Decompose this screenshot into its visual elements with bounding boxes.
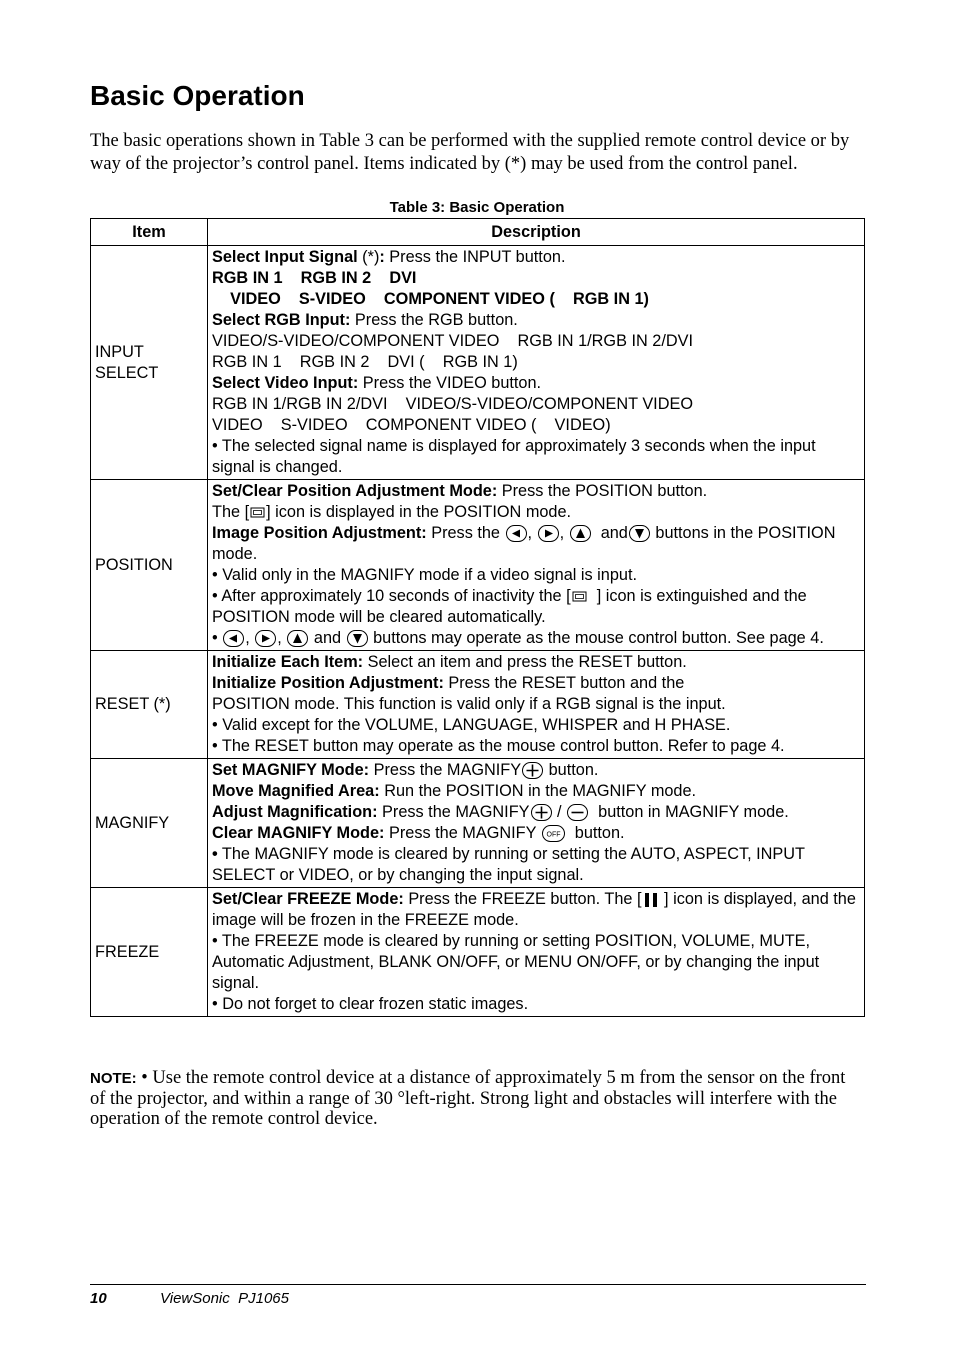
footer-product-name: ViewSonic PJ1065 <box>160 1290 289 1307</box>
description-line <box>212 247 860 268</box>
intro-paragraph: The basic operations shown in Table 3 can be performed with the supplied remote control device or by way of the projector’s control panel. Items indicated by (*) may be used from the control panel. <box>90 131 850 174</box>
down-arrow-icon <box>629 525 650 542</box>
description-column-header: Description <box>208 219 865 246</box>
item-cell: FREEZE <box>91 888 208 1017</box>
bold-label: Select RGB Input: <box>212 311 351 329</box>
description-text: , <box>559 524 569 542</box>
table-row <box>91 651 865 759</box>
description-cell <box>208 246 865 480</box>
note-paragraph <box>90 1068 865 1129</box>
description-cell <box>208 888 865 1017</box>
description-line <box>212 310 860 331</box>
description-line <box>212 289 860 310</box>
description-text: • <box>212 629 223 647</box>
bold-label: Initialize Position Adjustment: <box>212 674 444 692</box>
bold-label: Select Video Input: <box>212 374 359 392</box>
description-line <box>212 565 860 586</box>
item-column-header: Item <box>91 219 208 246</box>
bold-label: : <box>379 248 385 266</box>
description-line <box>212 481 860 502</box>
description-line <box>212 352 860 373</box>
item-cell: POSITION <box>91 480 208 651</box>
bold-label: RGB IN 1 RGB IN 2 DVI <box>212 269 417 287</box>
description-text: • Valid except for the VOLUME, LANGUAGE, WHISPER and H PHASE. <box>212 716 731 734</box>
description-text: Select an item and press the RESET button. <box>363 653 687 671</box>
description-text: buttons in the POSITION mode. <box>212 524 840 563</box>
description-text: • Do not forget to clear frozen static images. <box>212 995 529 1013</box>
description-text: , <box>245 629 255 647</box>
magnify-minus-icon <box>567 804 588 821</box>
description-text: Press the MAGNIFY <box>384 824 541 842</box>
bold-label: • <box>212 845 218 863</box>
down-arrow-icon <box>347 630 368 647</box>
description-text: (*) <box>357 248 380 266</box>
description-text: Press the MAGNIFY <box>377 803 530 821</box>
description-text: and <box>591 524 628 542</box>
description-text: Press the VIDEO button. <box>358 374 542 392</box>
description-text: RGB IN 1 RGB IN 2 DVI ( RGB IN 1) <box>212 353 518 371</box>
page-title: Basic Operation <box>90 80 305 111</box>
description-line <box>212 373 860 394</box>
description-text: • The FREEZE mode is cleared by running or setting POSITION, VOLUME, MUTE, Automatic Adjustment, BLANK ON/OFF, or MENU ON/OFF, or by changing the input signal. <box>212 932 824 992</box>
description-text: VIDEO/S-VIDEO/COMPONENT VIDEO RGB IN 1/RGB IN 2/DVI <box>212 332 693 350</box>
bold-label: Select Input Signal <box>212 248 358 266</box>
description-text: , <box>527 524 537 542</box>
table-row <box>91 888 865 1017</box>
description-line <box>212 760 860 781</box>
description-line <box>212 331 860 352</box>
bold-label: Adjust Magnification: <box>212 803 378 821</box>
description-text: / <box>552 803 567 821</box>
item-cell: RESET (*) <box>91 651 208 759</box>
description-text: The [ <box>212 503 250 521</box>
table-row <box>91 759 865 888</box>
bold-label: Set/Clear Position Adjustment Mode: <box>212 482 498 500</box>
left-arrow-icon <box>506 525 527 542</box>
footer-divider <box>90 1284 866 1285</box>
description-line <box>212 844 860 886</box>
magnify-plus-icon <box>522 762 543 779</box>
right-arrow-icon <box>255 630 276 647</box>
description-text: , <box>277 629 287 647</box>
position-icon <box>572 590 587 603</box>
table-header-row <box>91 219 865 246</box>
table-caption: Table 3: Basic Operation <box>389 199 565 216</box>
right-arrow-icon <box>538 525 559 542</box>
note-text: • Use the remote control device at a distance of approximately 5 m from the sensor on the front of the projector, and within a range of 30 °left-right. Strong light and obstacles will interfere with the operation of the remote control device. <box>90 1068 846 1129</box>
description-line <box>212 673 860 694</box>
bold-label: Image Position Adjustment: <box>212 524 427 542</box>
bold-label: Clear MAGNIFY Mode: <box>212 824 385 842</box>
description-line <box>212 694 860 715</box>
description-text: buttons may operate as the mouse control button. See page 4. <box>368 629 824 647</box>
description-text: ] icon is extinguished and the POSITION mode will be cleared automatically. <box>212 587 812 626</box>
description-cell <box>208 759 865 888</box>
description-line <box>212 586 860 628</box>
description-text: • The RESET button may operate as the mouse control button. Refer to page 4. <box>212 737 785 755</box>
description-line <box>212 502 860 523</box>
up-arrow-icon <box>287 630 308 647</box>
page-number: 10 <box>90 1290 107 1307</box>
description-line <box>212 436 860 478</box>
item-cell: INPUT SELECT <box>91 246 208 480</box>
description-cell <box>208 480 865 651</box>
description-line <box>212 994 860 1015</box>
description-line <box>212 394 860 415</box>
description-text: • Valid only in the MAGNIFY mode if a video signal is input. <box>212 566 637 584</box>
description-text: Press the <box>426 524 505 542</box>
description-cell <box>208 651 865 759</box>
description-text: Press the RESET button and the <box>443 674 685 692</box>
description-text: • The selected signal name is displayed for approximately 3 seconds when the input signal is changed. <box>212 437 821 476</box>
description-line <box>212 523 860 565</box>
description-text: POSITION mode. This function is valid only if a RGB signal is the input. <box>212 695 726 713</box>
description-text: ] icon is displayed in the POSITION mode. <box>266 503 572 521</box>
description-line <box>212 931 860 994</box>
description-line <box>212 715 860 736</box>
table-row <box>91 480 865 651</box>
description-text: The MAGNIFY mode is cleared by running or setting the AUTO, ASPECT, INPUT SELECT or VIDEO, or by changing the input signal. <box>212 845 810 884</box>
left-arrow-icon <box>223 630 244 647</box>
description-text: Press the MAGNIFY <box>369 761 522 779</box>
bold-label: Set/Clear FREEZE Mode: <box>212 890 404 908</box>
description-text: and <box>309 629 346 647</box>
magnify-off-icon <box>542 825 565 842</box>
table-row <box>91 246 865 480</box>
note-label: NOTE: <box>90 1070 137 1087</box>
description-text: button in MAGNIFY mode. <box>589 803 789 821</box>
description-line <box>212 802 860 823</box>
description-line <box>212 628 860 649</box>
description-text: Press the POSITION button. <box>497 482 708 500</box>
description-line <box>212 415 860 436</box>
description-text: button. <box>544 761 599 779</box>
magnify-plus-icon <box>531 804 552 821</box>
up-arrow-icon <box>570 525 591 542</box>
basic-operation-table <box>90 218 865 1017</box>
freeze-icon <box>643 891 659 908</box>
table-body <box>91 246 865 1017</box>
bold-label: Move Magnified Area: <box>212 782 380 800</box>
position-icon <box>250 506 265 519</box>
description-text: ] icon is displayed, and the image will be frozen in the FREEZE mode. <box>212 890 861 929</box>
description-text: • After approximately 10 seconds of inactivity the [ <box>212 587 571 605</box>
description-line <box>212 781 860 802</box>
description-line <box>212 736 860 757</box>
description-text: Press the RGB button. <box>350 311 518 329</box>
description-text: RGB IN 1/RGB IN 2/DVI VIDEO/S-VIDEO/COMPONENT VIDEO <box>212 395 693 413</box>
description-text: Press the FREEZE button. The [ <box>403 890 642 908</box>
description-line <box>212 823 860 844</box>
description-text: button. <box>565 824 625 842</box>
bold-label: Set MAGNIFY Mode: <box>212 761 370 779</box>
description-line <box>212 652 860 673</box>
description-text: Press the INPUT button. <box>384 248 566 266</box>
description-text: Run the POSITION in the MAGNIFY mode. <box>379 782 697 800</box>
description-line <box>212 889 860 931</box>
description-line <box>212 268 860 289</box>
svg-text:OFF: OFF <box>546 831 561 839</box>
bold-label: Initialize Each Item: <box>212 653 364 671</box>
bold-label: VIDEO S-VIDEO COMPONENT VIDEO ( RGB IN 1) <box>212 290 649 308</box>
description-text: VIDEO S-VIDEO COMPONENT VIDEO ( VIDEO) <box>212 416 611 434</box>
item-cell: MAGNIFY <box>91 759 208 888</box>
